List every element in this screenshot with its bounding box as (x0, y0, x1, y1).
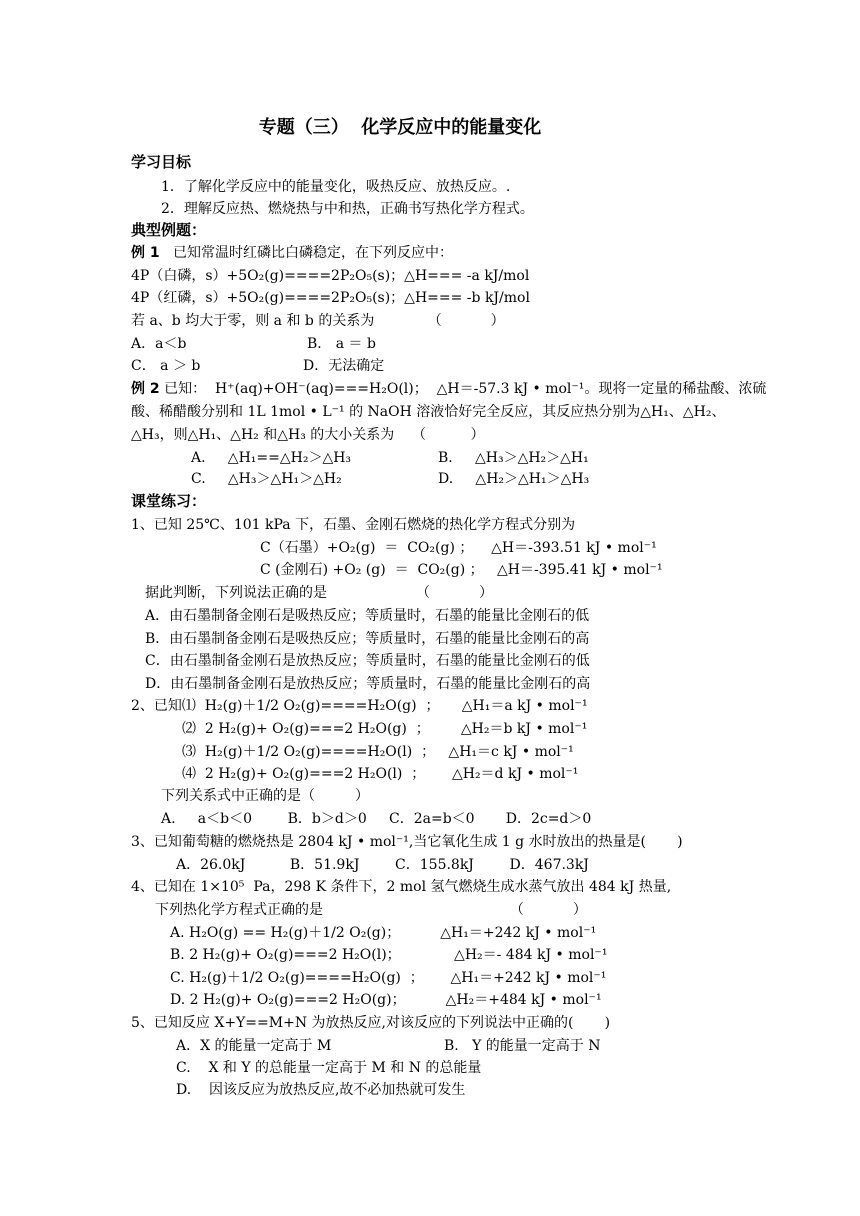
question-1-prompt: 据此判断，下列说法正确的是 （ ） (145, 585, 493, 601)
example-1-option-b: B． a ＝ b (307, 336, 376, 352)
question-2-equation-1: 2、已知⑴ H₂(g)＋1/2 O₂(g)====H₂O(g) ； △H₁＝a kJ • mol⁻¹ (131, 698, 588, 714)
question-4-option-d: D. 2 H₂(g)+ O₂(g)===2 H₂O(g)； △H₂＝+484 kJ • mol⁻¹ (170, 992, 602, 1008)
example-1-equation-2: 4P（红磷，s）+5O₂(g)====2P₂O₅(s)；△H=== -b kJ/mol (131, 290, 530, 306)
question-5-stem: 5、已知反应 X+Y==M+N 为放热反应,对该反应的下列说法中正确的( ) (131, 1015, 611, 1031)
goal-item-1: 1．了解化学反应中的能量变化，吸热反应、放热反应。. (161, 179, 511, 195)
question-1-option-a: A．由石墨制备金刚石是吸热反应；等质量时，石墨的能量比金刚石的低 (145, 608, 590, 624)
practice-heading: 课堂练习： (131, 492, 207, 510)
examples-heading: 典型例题： (131, 221, 207, 239)
question-2-equation-3: ⑶ H₂(g)＋1/2 O₂(g)====H₂O(l) ； △H₁＝c kJ • mol⁻¹ (182, 744, 574, 760)
example-1-stem (131, 244, 453, 262)
example-2-line-3: △H₃，则△H₁、△H₂ 和△H₃ 的大小关系为 （ ） (131, 427, 485, 443)
question-5-option-d: D. 因该反应为放热反应,故不必加热就可发生 (176, 1082, 466, 1098)
question-5-option-c: C. X 和 Y 的总能量一定高于 M 和 N 的总能量 (176, 1060, 482, 1076)
example-1-option-c: C． a ＞ b (131, 358, 201, 374)
example-1-intro: 已知常温时红磷比白磷稳定，在下列反应中： (172, 245, 453, 261)
question-2-equation-4: ⑷ 2 H₂(g)+ O₂(g)===2 H₂O(l) ； △H₂＝d kJ • mol⁻¹ (182, 766, 579, 782)
question-1-option-c: C．由石墨制备金刚石是放热反应；等质量时，石墨的能量比金刚石的低 (145, 653, 590, 669)
example-1-question: 若 a、b 均大于零，则 a 和 b 的关系为 （ ） (131, 313, 505, 329)
example-1-option-d: D．无法确定 (303, 358, 385, 374)
example-2-option-a: A. △H₁==△H₂＞△H₃ (191, 450, 352, 466)
goal-item-2: 2．理解反应热、燃烧热与中和热，正确书写热化学方程式。 (161, 201, 534, 217)
question-1-equation-1: C（石墨）+O₂(g) ＝ CO₂(g) ； △H＝-393.51 kJ • mol⁻¹ (260, 540, 657, 556)
example-1-label: 例 1 (131, 245, 160, 261)
example-2-option-c: C. △H₃＞△H₁＞△H₂ (191, 471, 342, 487)
example-1-option-a: A．a＜b (131, 336, 187, 352)
question-1-equation-2: C (金刚石) +O₂ (g) ＝ CO₂(g) ； △H＝-395.41 kJ • mol⁻¹ (260, 562, 663, 578)
example-2-option-b: B. △H₃＞△H₂＞△H₁ (438, 450, 589, 466)
example-2-label: 例 2 (131, 381, 160, 397)
question-3-options: A．26.0kJ B．51.9kJ C．155.8kJ D．467.3kJ (176, 857, 589, 873)
question-1-option-b: B．由石墨制备金刚石是吸热反应；等质量时，石墨的能量比金刚石的高 (145, 631, 590, 647)
page-title: 专题（三） 化学反应中的能量变化 (258, 117, 542, 138)
question-4-stem: 4、已知在 1×10⁵ Pa，298 K 条件下，2 mol 氢气燃烧生成水蒸气放出 484 kJ 热量, (131, 879, 672, 895)
example-2-line-2: 酸、稀醋酸分别和 1L 1mol • L⁻¹ 的 NaOH 溶液恰好完全反应，其反应热分别为△H₁、△H₂、 (131, 404, 726, 420)
example-2-line-1 (131, 380, 766, 398)
goals-heading: 学习目标 (131, 153, 192, 171)
question-4-option-c: C. H₂(g)＋1/2 O₂(g)====H₂O(g) ； △H₁＝+242 kJ • mol⁻¹ (170, 970, 607, 986)
example-2-text-1: 已知： H⁺(aq)+OH⁻(aq)===H₂O(l)； △H＝-57.3 kJ • mol⁻¹。现将一定量的稀盐酸、浓硫 (164, 381, 767, 397)
question-5-option-b: B. Y 的能量一定高于 N (444, 1038, 601, 1054)
example-1-equation-1: 4P（白磷，s）+5O₂(g)====2P₂O₅(s)；△H=== -a kJ/mol (131, 268, 530, 284)
question-1-stem: 1、已知 25℃、101 kPa 下，石墨、金刚石燃烧的热化学方程式分别为 (131, 517, 576, 533)
question-5-option-a: A．X 的能量一定高于 M (176, 1038, 332, 1054)
question-1-option-d: D．由石墨制备金刚石是放热反应；等质量时，石墨的能量比金刚石的高 (145, 676, 591, 692)
question-2-options: A. a＜b＜0 B．b＞d＞0 C．2a=b＜0 D．2c=d＞0 (161, 811, 592, 827)
question-4-option-a: A. H₂O(g) == H₂(g)＋1/2 O₂(g)； △H₁＝+242 kJ • mol⁻¹ (170, 925, 597, 941)
question-2-prompt: 下列关系式中正确的是（ ） (161, 788, 370, 804)
question-2-equation-2: ⑵ 2 H₂(g)+ O₂(g)===2 H₂O(g) ； △H₂＝b kJ • mol⁻¹ (182, 721, 588, 737)
example-2-option-d: D. △H₂＞△H₁＞△H₃ (438, 471, 590, 487)
question-4-prompt: 下列热化学方程式正确的是 （ ） (155, 902, 587, 918)
question-3-stem: 3、已知葡萄糖的燃烧热是 2804 kJ • mol⁻¹,当它氧化生成 1 g 水时放出的热量是( ) (131, 834, 683, 850)
question-4-option-b: B. 2 H₂(g)+ O₂(g)===2 H₂O(l)； △H₂＝- 484 kJ • mol⁻¹ (170, 947, 608, 963)
